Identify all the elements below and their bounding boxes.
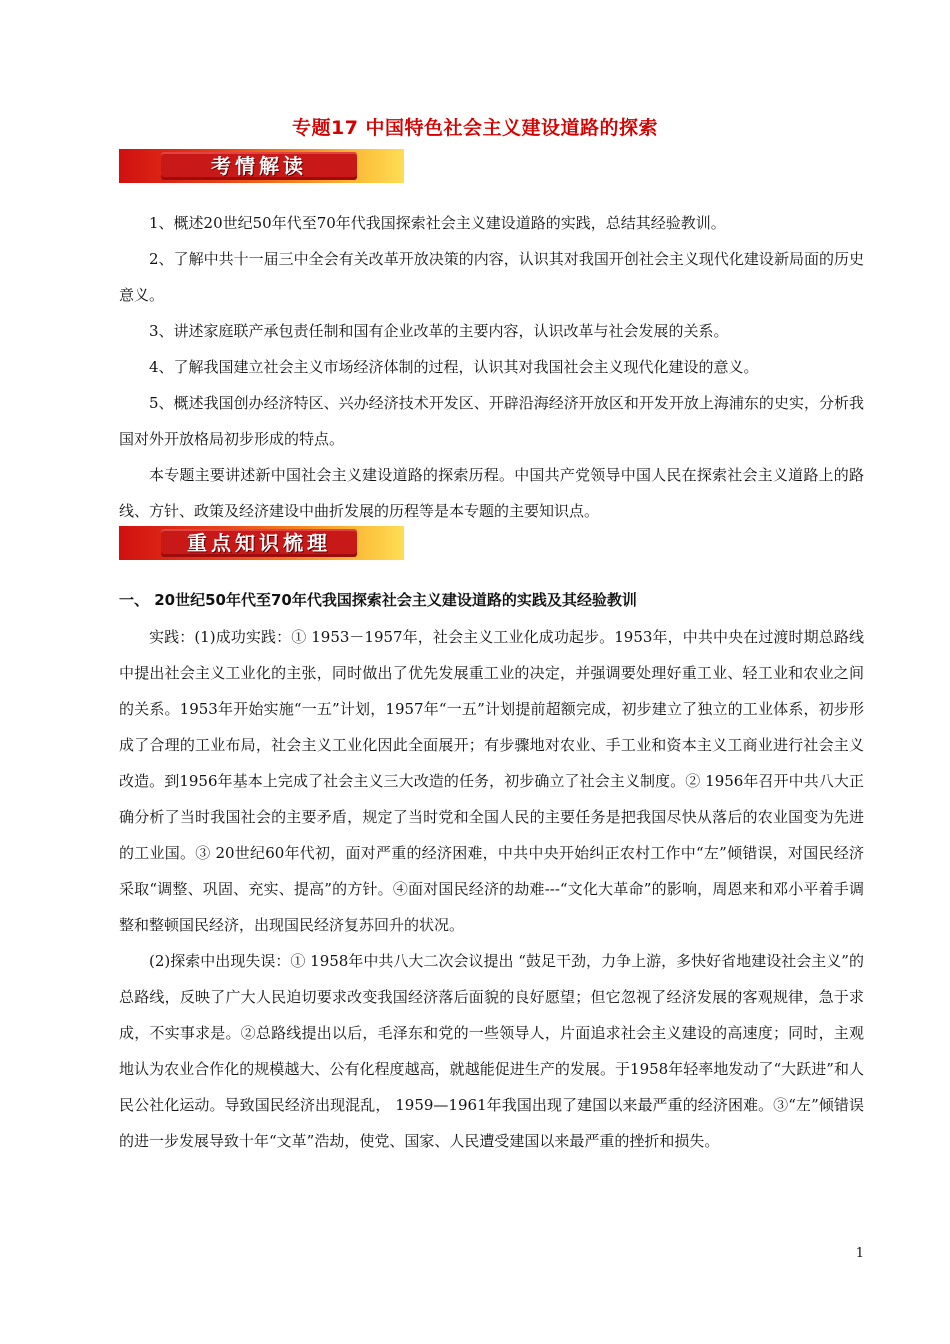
body-text	[119, 619, 864, 1159]
banner-label: 重点知识梳理	[161, 529, 357, 557]
objective-item: 5、概述我国创办经济特区、兴办经济技术开发区、开辟沿海经济开放区和开发开放上海浦东的史实，分析我国对外开放格局初步形成的特点。	[119, 394, 864, 448]
objective-item: 3、讲述家庭联产承包责任制和国有企业改革的主要内容，认识改革与社会发展的关系。	[149, 322, 729, 340]
section-banner-key-knowledge	[119, 526, 404, 560]
objectives-list	[119, 205, 864, 529]
objective-item: 2、了解中共十一届三中全会有关改革开放决策的内容，认识其对我国开创社会主义现代化建设新局面的历史意义。	[119, 250, 864, 304]
section-heading: 一、 20世纪50年代至70年代我国探索社会主义建设道路的实践及其经验教训	[119, 591, 637, 609]
paragraph-practice: 实践：(1)成功实践：① 1953－1957年，社会主义工业化成功起步。1953年，中共中央在过渡时期总路线中提出社会主义工业化的主张，同时做出了优先发展重工业的决定，并强调要处理好重工业、轻工业和农业之间的关系。1953年开始实施“一五”计划，1957年“一五”计划提前超额完成，初步建立了独立的工业体系，初步形成了合理的工业布局，社会主义工业化因此全面展开；有步骤地对农业、手工业和资本主义工商业进行社会主义改造。到1956年基本上完成了社会主义三大改造的任务，初步确立了社会主义制度。② 1956年召开中共八大正确分析了当时我国社会的主要矛盾，规定了当时党和全国人民的主要任务是把我国尽快从落后的农业国变为先进的工业国。③ 20世纪60年代初，面对严重的经济困难，中共中央开始纠正农村工作中“左”倾错误，对国民经济采取“调整、巩固、充实、提高”的方针。④面对国民经济的劫难---“文化大革命”的影响，周恩来和邓小平着手调整和整顿国民经济，出现国民经济复苏回升的状况。	[119, 628, 864, 934]
section-banner-exam-analysis	[119, 149, 404, 183]
page-title: 专题17 中国特色社会主义建设道路的探索	[291, 117, 659, 139]
banner-label: 考情解读	[161, 152, 357, 180]
paragraph-mistakes: (2)探索中出现失误：① 1958年中共八大二次会议提出 “鼓足干劲，力争上游，多快好省地建设社会主义”的总路线，反映了广大人民迫切要求改变我国经济落后面貌的良好愿望；但它忽视了经济发展的客观规律，急于求成，不实事求是。②总路线提出以后，毛泽东和党的一些领导人，片面追求社会主义建设的高速度；同时，主观地认为农业合作化的规模越大、公有化程度越高，就越能促进生产的发展。于1958年轻率地发动了“大跃进”和人民公社化运动。导致国民经济出现混乱， 1959—1961年我国出现了建国以来最严重的经济困难。③“左”倾错误的进一步发展导致十年“文革”浩劫，使党、国家、人民遭受建国以来最严重的挫折和损失。	[119, 952, 864, 1150]
objective-item: 4、了解我国建立社会主义市场经济体制的过程，认识其对我国社会主义现代化建设的意义。	[149, 358, 759, 376]
page-number: 1	[855, 1246, 864, 1261]
objective-item: 1、概述20世纪50年代至70年代我国探索社会主义建设道路的实践，总结其经验教训。	[149, 214, 726, 232]
summary-paragraph: 本专题主要讲述新中国社会主义建设道路的探索历程。中国共产党领导中国人民在探索社会主义道路上的路线、方针、政策及经济建设中曲折发展的历程等是本专题的主要知识点。	[119, 466, 864, 520]
